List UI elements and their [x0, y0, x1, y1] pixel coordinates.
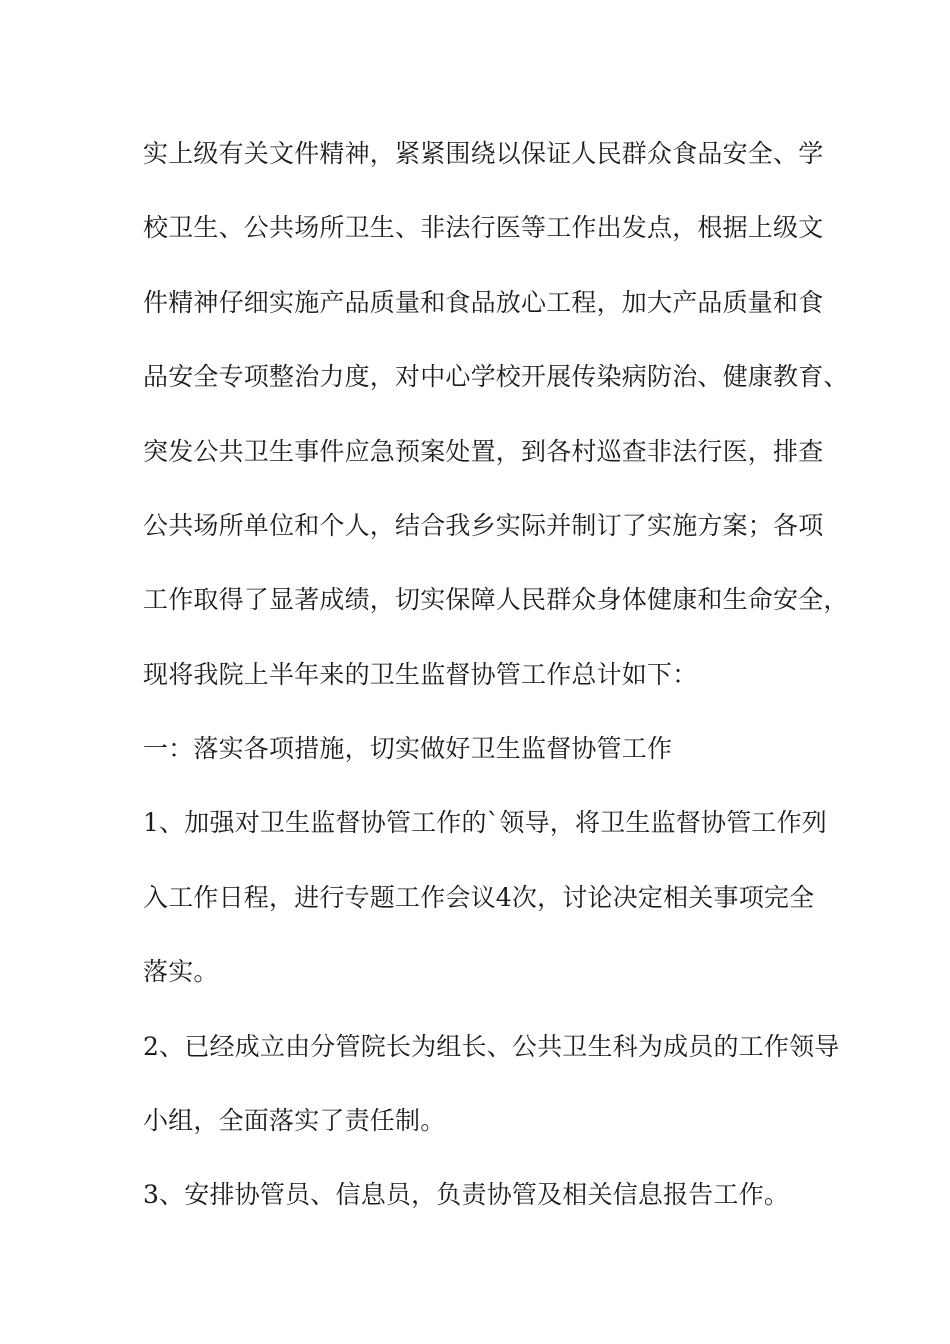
paragraph-intro-line-5: 突发公共卫生事件应急预案处置，到各村巡查非法行医，排查 [143, 437, 824, 466]
item-1-line-3: 落实。 [143, 957, 219, 986]
paragraph-intro-line-3: 件精神仔细实施产品质量和食品放心工程，加大产品质量和食 [143, 288, 824, 317]
section-heading: 一：落实各项措施，切实做好卫生监督协管工作 [143, 734, 673, 763]
item-1-line-2: 入工作日程，进行专题工作会议4次，讨论决定相关事项完全 [143, 883, 815, 912]
paragraph-intro-line-1: 实上级有关文件精神，紧紧围绕以保证人民群众食品安全、学 [143, 139, 824, 168]
item-3-line-1: 3、安排协管员、信息员，负责协管及相关信息报告工作。 [143, 1180, 790, 1209]
paragraph-intro-line-4: 品安全专项整治力度，对中心学校开展传染病防治、健康教育、 [143, 362, 849, 391]
paragraph-intro-line-2: 校卫生、公共场所卫生、非法行医等工作出发点，根据上级文 [143, 213, 824, 242]
paragraph-intro-line-7: 工作取得了显著成绩，切实保障人民群众身体健康和生命安全， [143, 585, 849, 614]
paragraph-intro-line-8: 现将我院上半年来的卫生监督协管工作总计如下： [143, 660, 698, 689]
item-1-line-1: 1、加强对卫生监督协管工作的`领导，将卫生监督协管工作列 [143, 808, 828, 837]
item-2-line-1: 2、已经成立由分管院长为组长、公共卫生科为成员的工作领导 [143, 1032, 840, 1061]
paragraph-intro-line-6: 公共场所单位和个人，结合我乡实际并制订了实施方案；各项 [143, 511, 824, 540]
item-2-line-2: 小组，全面落实了责任制。 [143, 1106, 446, 1135]
